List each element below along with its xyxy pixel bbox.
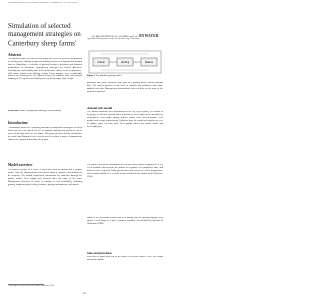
paper-title: [8, 23, 83, 48]
title-footnote-marker: 1: [74, 39, 77, 43]
figure-caption-prefix: Figure 1: [87, 75, 96, 77]
authors-last: BYWATER: [139, 34, 159, 38]
abstract-text: A simulation model was used to investigate the effects of various combinations of stocking rate, shifting weight and lambing season on a hypothetical dryland farm in Canterbury. A selection of physical results is presented and financial implications of alternative management strategies are briefly discussed. Stocking rate and lambing time had considerable effects on the performance, with minor effects from shifting weight. Gross margins were considerably affected by stocking rate, the highest return was obtained with conventional lambing at 12 su per ha and shifting ewes at 10 kg empty body weight.: [8, 58, 82, 81]
keywords-text: model, management strategy, sheep farming: [19, 110, 61, 112]
sale-purchase-text: Each mob is made from one of the model's livestock classes: ewes, ewe lambs and wether lambs.: [87, 256, 163, 261]
model-overview-heading: Model overview: [8, 163, 33, 167]
figure-1-diagram: [88, 50, 162, 74]
figure-label-pasture: Pasture: [144, 61, 154, 64]
footnote: 1 This paper was presented at the annual conference 2001: [8, 285, 55, 287]
page-number: 295: [82, 292, 87, 295]
running-head: Proceedings of the New Zealand Grassland Association 63: 295-300 (2001): [8, 2, 78, 4]
animal-submodel-heading: Animal sub-model: [87, 106, 113, 110]
keywords: [8, 110, 82, 117]
introduction-text: A simulation model for evaluating alternative management strategies on sheep farms has been developed. Its use in strategic management questions can be more useful than trials on real farms. This paper presents briefly summarises the model and illustrates how it can be used to explore a range of management options on a typical Canterbury sheep farm.: [8, 127, 82, 141]
title-text: Simulation of selected management strategies on Canterbury sheep farms: [8, 22, 81, 48]
model-overview-text: The model consists of a series of processes from an animal and a pasture model, with the characteristics and current status of pastures and animals on the property. The animal biophysical interactions are modelled through the animal model. Feed supply and demand drive the state of the farm. Management decisions are made in response to feed availability, including grazing, supplementary feeding, lactation, grazing management, and animal: [8, 169, 82, 186]
figure-label-grazing: Grazing: [120, 61, 130, 64]
keywords-label: Keywords:: [8, 110, 19, 112]
figure-caption-text: The paddock grazing model: [95, 75, 122, 77]
abstract-heading: Abstract: [8, 53, 22, 57]
authors-lead: J.B. ZIEGELMEYER, P.G. HARRIS, and A.C.: [91, 35, 139, 38]
sale-purchase-heading: Sale and purchase: [87, 251, 112, 255]
affiliation: Agricultural Management Group, Lincoln University, Canterbury: [87, 38, 140, 40]
figure-label-animal: Animal: [97, 61, 105, 64]
pasture-submodel-text: The pasture sub-model information on leaf and other pasture components. It is a set of variables that describe the pasture in vegetative or reproductive state, and different rates of growth. Daily growth rates and senescence reflect temperatures and seasonal rainfall. It is a model which is linked to the animal model (Bywater 2000).: [87, 164, 163, 178]
animal-submodel-text: The animal sub-model uses information on the sex, age or grade, of a cluster or by group, in which it consists that a reduction in liveweight can be identified as consequence. Liveweight change follows intake from offered pasture, feed quality, and energy requirements. Paddocks may be considered together as a set of pasture types for each mob. Feed quality affects dry matter intake and liveweight gain.: [87, 111, 163, 128]
herbage-text: Intake is set by pasture density and feed quality, and the grazing manager may choose a feed target as a pool of pasture available, as described by Bywater & Nicholson (1986).: [87, 217, 163, 225]
introduction-heading: Introduction: [8, 121, 28, 125]
figure-caption: [87, 75, 163, 78]
right-para-1: paddocks and mobs. Paddocks and mobs in a grazing model interact through time. The model operates at the level of animals and paddocks with states updated each day. Management intermediates between these at the same of the animals or pastures.: [87, 82, 163, 93]
